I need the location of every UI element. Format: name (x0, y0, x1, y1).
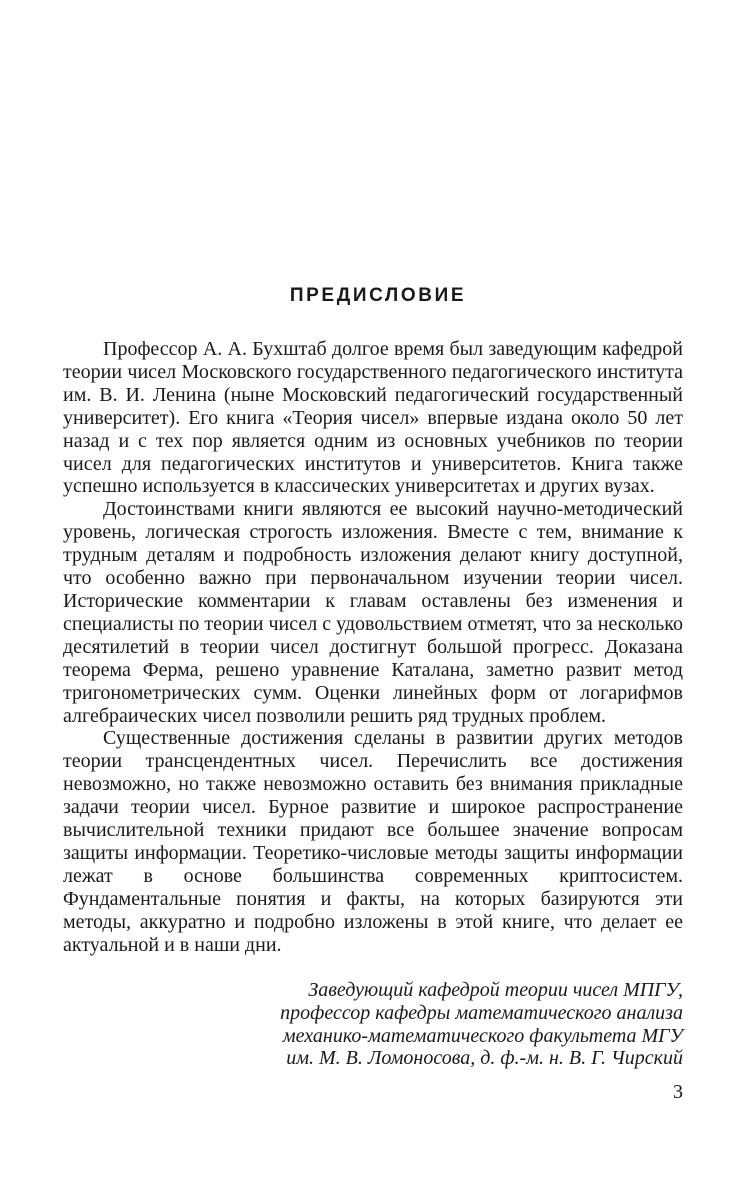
preface-paragraph-1: Профессор А. А. Бухштаб долгое время был заведующим кафедрой теории чисел Московского государственного педагогического института им. В. И. Ленина (ныне Московский педагогический государственный университет). Его книга «Теория чисел» впервые издана около 50 лет назад и с тех пор является одним из основных учебников по теории чисел для педагогических институтов и университетов. Книга также успешно используется в классических университетах и других вузах. (63, 338, 683, 498)
signature-line-author: им. М. В. Ломоносова, д. ф.-м. н. В. Г. Чирский (286, 1047, 683, 1070)
page-title: ПРЕДИСЛОВИЕ (289, 285, 467, 306)
preface-body (63, 338, 683, 956)
page-number: 3 (673, 1081, 683, 1103)
signature-block (280, 979, 683, 1070)
signature-line-position: Заведующий кафедрой теории чисел МПГУ, (308, 979, 683, 1001)
preface-paragraph-3: Существенные достижения сделаны в развитии других методов теории трансцендентных чисел. Перечислить все достижения невозможно, но также невозможно оставить без внимания прикладные задачи теории чисел. Бурное развитие и широкое распространение вычислительной техники придают все большее значение вопросам защиты информации. Теоретико-числовые методы защиты информации лежат в основе большинства современных криптосистем. Фундаментальные понятия и факты, на которых базируются эти методы, аккуратно и подробно изложены в этой книге, что делает ее актуальной и в наши дни. (63, 727, 683, 956)
signature-line-department: профессор кафедры математического анализа (280, 1001, 683, 1024)
preface-paragraph-2: Достоинствами книги являются ее высокий научно-методический уровень, логическая строгость изложения. Вместе с тем, внимание к трудным деталям и подробность изложения делают книгу доступной, что особенно важно при первоначальном изучении теории чисел. Исторические комментарии к главам оставлены без изменения и специалисты по теории чисел с удовольствием отметят, что за несколько десятилетий в теории чисел достигнут большой прогресс. Доказана теорема Ферма, решено уравнение Каталана, заметно развит метод тригонометрических сумм. Оценки линейных форм от логарифмов алгебраических чисел позволили решить ряд трудных проблем. (63, 498, 683, 727)
signature-line-faculty: механико-математического факультета МГУ (282, 1024, 683, 1047)
